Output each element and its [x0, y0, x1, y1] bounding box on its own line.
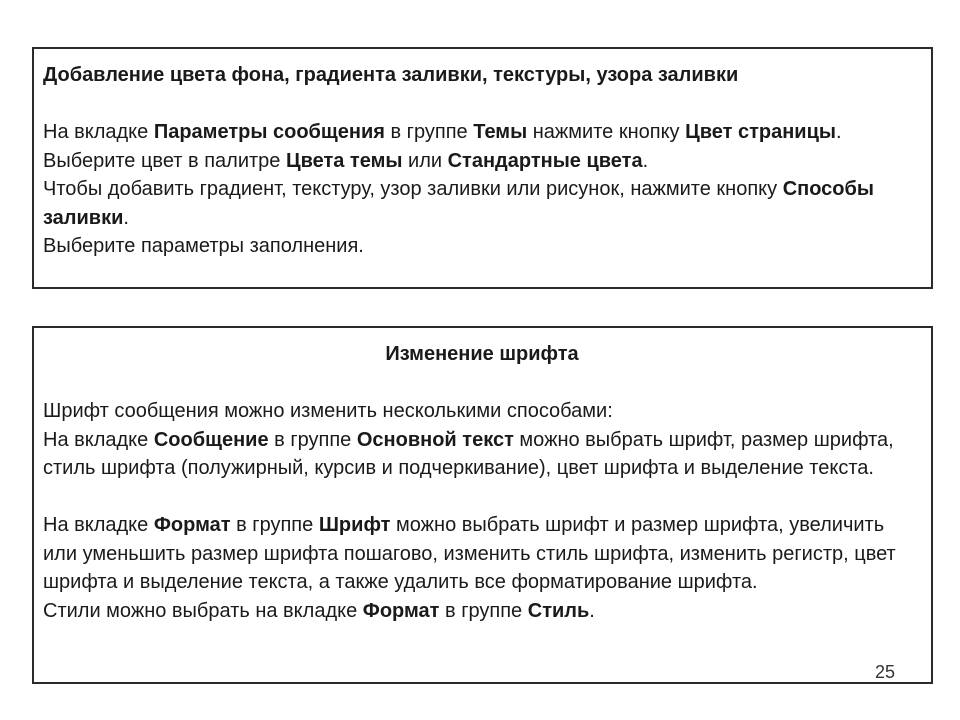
spacer [43, 483, 921, 512]
spacer [43, 369, 921, 398]
palette-name: Стандартные цвета [447, 149, 643, 172]
background-step-2: Выберите цвет в палитре Цвета темы или Стандартные цвета. [43, 149, 649, 172]
font-section-box [32, 326, 933, 684]
font-paragraph-1: На вкладке Сообщение в группе Основной текст можно выбрать шрифт, размер шрифта, стиль шрифта (полужирный, курсив и подчеркивание), цвет шрифта и выделение текста. [43, 428, 894, 479]
background-step-4: Выберите параметры заполнения. [43, 235, 364, 257]
button-name: Цвет страницы [685, 121, 836, 143]
font-intro: Шрифт сообщения можно изменить несколькими способами: [43, 400, 613, 422]
background-section-box [32, 47, 933, 289]
button-name: Способы заливки [43, 178, 874, 229]
group-name: Стиль [527, 599, 590, 622]
tab-name: Формат [153, 514, 231, 536]
tab-name: Сообщение [153, 428, 269, 451]
background-step-3: Чтобы добавить градиент, текстуру, узор заливки или рисунок, нажмите кнопку Способы заливки. [43, 178, 874, 229]
group-name: Темы [473, 121, 528, 143]
tab-name: Параметры сообщения [153, 121, 385, 143]
background-section-title: Добавление цвета фона, градиента заливки, текстуры, узора заливки [43, 64, 739, 86]
page-number: 25 [875, 662, 896, 682]
palette-name: Цвета темы [285, 149, 403, 172]
tab-name: Формат [362, 599, 440, 622]
font-paragraph-3: Стили можно выбрать на вкладке Формат в группе Стиль. [43, 599, 595, 622]
font-paragraph-2: На вкладке Формат в группе Шрифт можно выбрать шрифт и размер шрифта, увеличить или уменьшить размер шрифта пошагово, изменить стиль шрифта, изменить регистр, цвет шрифта и выделение текста, а также удалить все форматирование шрифта. [43, 514, 896, 593]
font-section-title: Изменение шрифта [385, 343, 579, 365]
background-step-1: На вкладке Параметры сообщения в группе Темы нажмите кнопку Цвет страницы. [43, 121, 842, 143]
spacer [43, 90, 921, 119]
group-name: Шрифт [318, 514, 391, 536]
group-name: Основной текст [356, 428, 514, 451]
